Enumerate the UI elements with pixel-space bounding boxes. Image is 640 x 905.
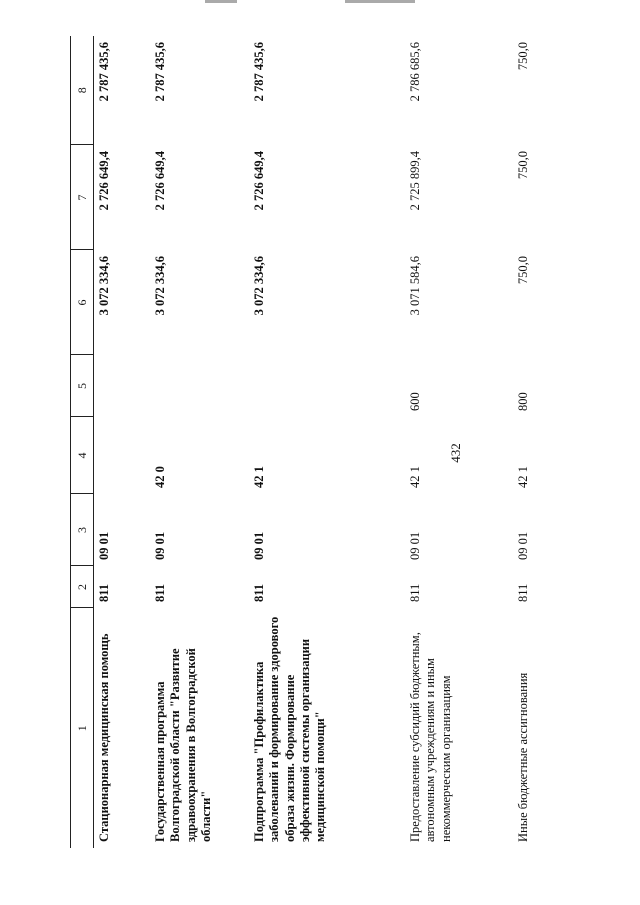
cell-col8: 750,0 [516,42,530,71]
cell-col2: 811 [97,583,111,602]
cell-col3: 09 01 [153,531,167,560]
cell-col7: 2 725 899,4 [408,151,422,211]
budget-table [70,36,559,848]
header-cell: 4 [71,417,94,494]
header-cell: 6 [71,250,94,355]
header-cell: 3 [71,494,94,566]
cell-col5: 800 [516,392,530,411]
page-number-text: 432 [448,443,463,463]
cell-col5: 600 [408,392,422,411]
table-row [94,36,151,848]
cell-col3: 09 01 [408,531,422,560]
cell-col6: 3 072 334,6 [252,256,266,316]
cell-col6: 3 071 584,6 [408,256,422,316]
cell-col8: 2 787 435,6 [153,42,167,102]
cell-col7: 2 726 649,4 [252,151,266,211]
header-cell: 8 [71,36,94,145]
header-cell: 7 [71,145,94,250]
cell-col5 [94,355,151,417]
header-cell: 5 [71,355,94,417]
row-name: Стационарная медицинская помощь [97,633,111,842]
cell-col8: 2 786 685,6 [408,42,422,102]
scan-artifact-line [345,0,415,3]
cell-col5 [150,355,249,417]
cell-col2: 811 [252,583,266,602]
table-row [150,36,249,848]
table-row [405,36,513,848]
cell-col5 [249,355,405,417]
cell-col7: 750,0 [516,151,530,180]
cell-col7: 2 726 649,4 [153,151,167,211]
cell-col3: 09 01 [516,531,530,560]
table-row [249,36,405,848]
table-header-row [71,36,94,848]
cell-col4: 42 1 [408,466,422,488]
cell-col8: 2 787 435,6 [252,42,266,102]
cell-col6: 750,0 [516,256,530,285]
cell-col4: 42 1 [516,466,530,488]
cell-col2: 811 [516,583,530,602]
cell-col6: 3 072 334,6 [153,256,167,316]
cell-col4: 42 1 [252,466,266,488]
table-row [513,36,559,848]
header-cell: 2 [71,566,94,608]
cell-col2: 811 [153,583,167,602]
row-name: Иные бюджетные ассигнования [516,672,530,842]
row-name: Государственная программа Волгоградской области "Развитие здравоохранения в Волгоградской области" [153,648,213,842]
header-cell: 1 [71,608,94,848]
cell-col4 [94,417,151,494]
cell-col3: 09 01 [97,531,111,560]
row-name: Предоставление субсидий бюджетным, автономным учреждениям и иным некоммерческим организациям [408,632,453,842]
scan-artifact-line [205,0,237,3]
cell-col8: 2 787 435,6 [97,42,111,102]
cell-col3: 09 01 [252,531,266,560]
cell-col2: 811 [408,583,422,602]
cell-col7: 2 726 649,4 [97,151,111,211]
rotated-table-wrapper [70,36,635,848]
cell-col6: 3 072 334,6 [97,256,111,316]
row-name: Подпрограмма "Профилактика заболеваний и формирование здорового образа жизни. Формирование эффективной системы организации медицинской помощи" [252,616,327,842]
cell-col4: 42 0 [153,466,167,488]
